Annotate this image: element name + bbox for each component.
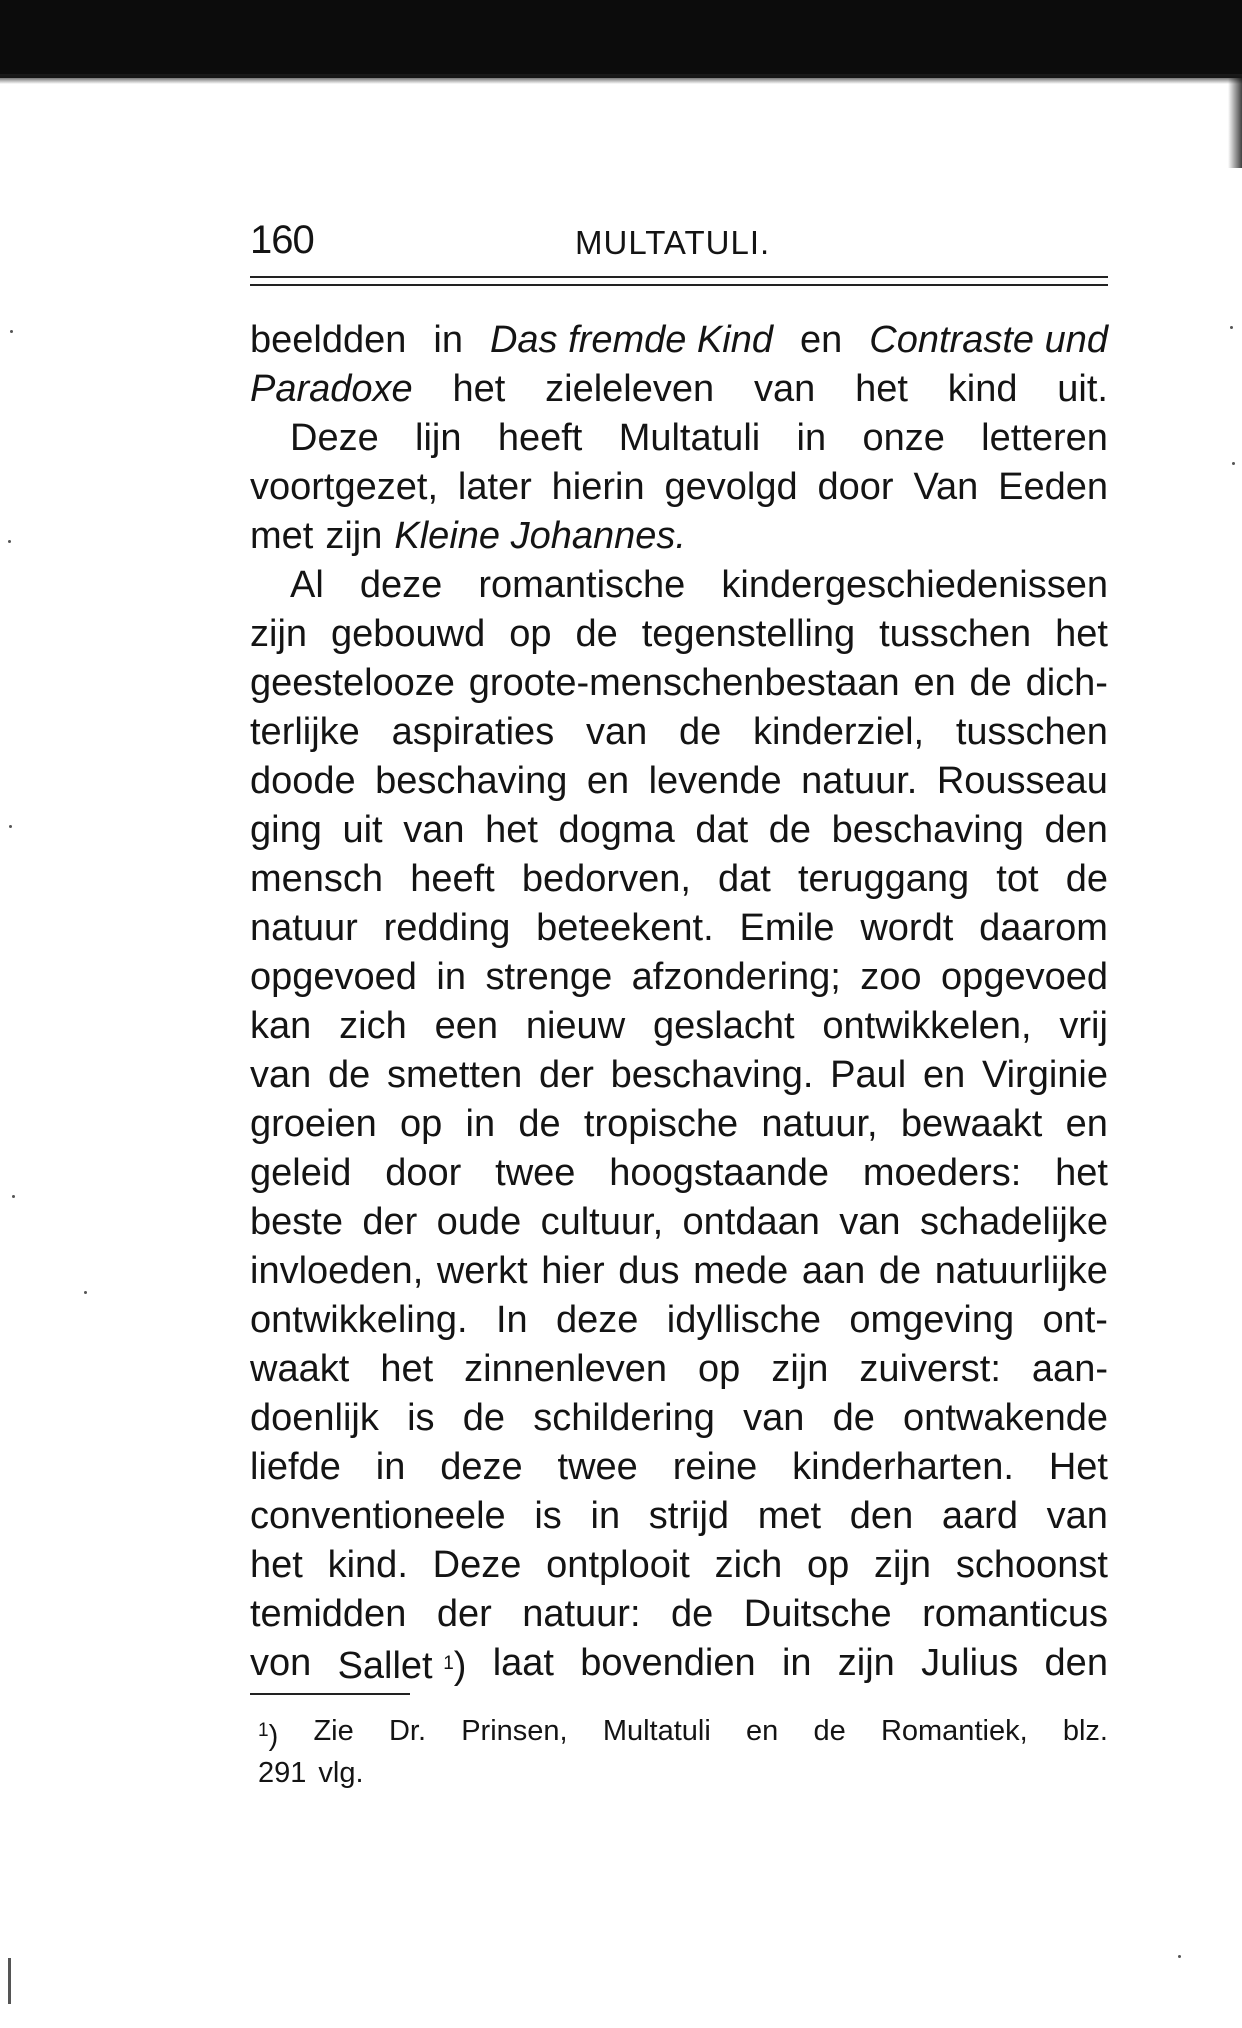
header-rule-top — [250, 276, 1108, 278]
header-rule-bottom — [250, 284, 1108, 286]
text-line: terlijke aspiraties van de kinderziel, tusschen — [250, 711, 1108, 753]
running-title: MULTATULI. — [575, 224, 771, 261]
scan-speck — [8, 540, 11, 543]
text-line: liefde in deze twee reine kinderharten. Het — [250, 1446, 1108, 1488]
scan-speck — [12, 1195, 15, 1198]
text-line: Deze lijn heeft Multatuli in onze letteren — [290, 417, 1108, 459]
text-line: invloeden, werkt hier dus mede aan de natuurlijke — [250, 1250, 1108, 1292]
scan-speck — [1232, 462, 1235, 465]
text-line: temidden der natuur: de Duitsche romanticus — [250, 1593, 1108, 1635]
footnote — [258, 1710, 1108, 1794]
footnote-reference: 1 — [443, 1653, 454, 1674]
footnote-rule — [250, 1693, 410, 1695]
text-line: doode beschaving en levende natuur. Rousseau — [250, 760, 1108, 802]
text-line: Paradoxe het zieleleven van het kind uit. — [250, 368, 1108, 410]
text-line: opgevoed in strenge afzondering; zoo opgevoed — [250, 956, 1108, 998]
text-line: ging uit van het dogma dat de beschaving den — [250, 809, 1108, 851]
text-line: geleid door twee hoogstaande moeders: het — [250, 1152, 1108, 1194]
scan-corner-shadow — [1228, 78, 1242, 168]
text-line: mensch heeft bedorven, dat teruggang tot de — [250, 858, 1108, 900]
scan-speck — [84, 1291, 87, 1294]
text-line: het kind. Deze ontplooit zich op zijn schoonst — [250, 1544, 1108, 1586]
footnote-marker: 1 — [258, 1720, 269, 1741]
text-line: kan zich een nieuw geslacht ontwikkelen, vrij — [250, 1005, 1108, 1047]
footnote-line: $^1$) Zie Dr. Prinsen, Multatuli en de Romantiek, blz. — [258, 1715, 1108, 1752]
text-line: met zijn Kleine Johannes. — [250, 515, 686, 557]
scan-speck — [9, 825, 12, 828]
text-line: doenlijk is de schildering van de ontwakende — [250, 1397, 1108, 1439]
footnote-line: 291 vlg. — [258, 1757, 364, 1789]
scan-top-border — [0, 0, 1242, 78]
scan-border-edge — [0, 74, 1242, 84]
page-header — [250, 218, 1108, 268]
text-line: zijn gebouwd op de tegenstelling tusschen het — [250, 613, 1108, 655]
text-line: voortgezet, later hierin gevolgd door Van Eeden — [250, 466, 1108, 508]
text-line: Al deze romantische kindergeschiedenissen — [290, 564, 1108, 606]
text-line: van de smetten der beschaving. Paul en Virginie — [250, 1054, 1108, 1096]
text-line: waakt het zinnenleven op zijn zuiverst: aan- — [250, 1348, 1108, 1390]
text-line: conventioneele is in strijd met den aard van — [250, 1495, 1108, 1537]
text-line: geestelooze groote-menschenbestaan en de dich- — [250, 662, 1108, 704]
text-line: von Sallet $^1$) laat bovendien in zijn Julius den — [250, 1642, 1108, 1687]
text-line: ontwikkeling. In deze idyllische omgeving ont- — [250, 1299, 1108, 1341]
page-number: 160 — [250, 218, 314, 262]
text-line: groeien op in de tropische natuur, bewaakt en — [250, 1103, 1108, 1145]
scan-speck — [1230, 326, 1233, 329]
scan-speck — [8, 1958, 11, 2004]
text-line: beeldden in Das fremde Kind en Contraste und — [250, 319, 1108, 361]
text-line: beste der oude cultuur, ontdaan van schadelijke — [250, 1201, 1108, 1243]
text-line: natuur redding beteekent. Emile wordt daarom — [250, 907, 1108, 949]
scan-speck — [10, 330, 13, 333]
body-text — [250, 316, 1108, 1688]
scan-speck — [1178, 1955, 1181, 1958]
